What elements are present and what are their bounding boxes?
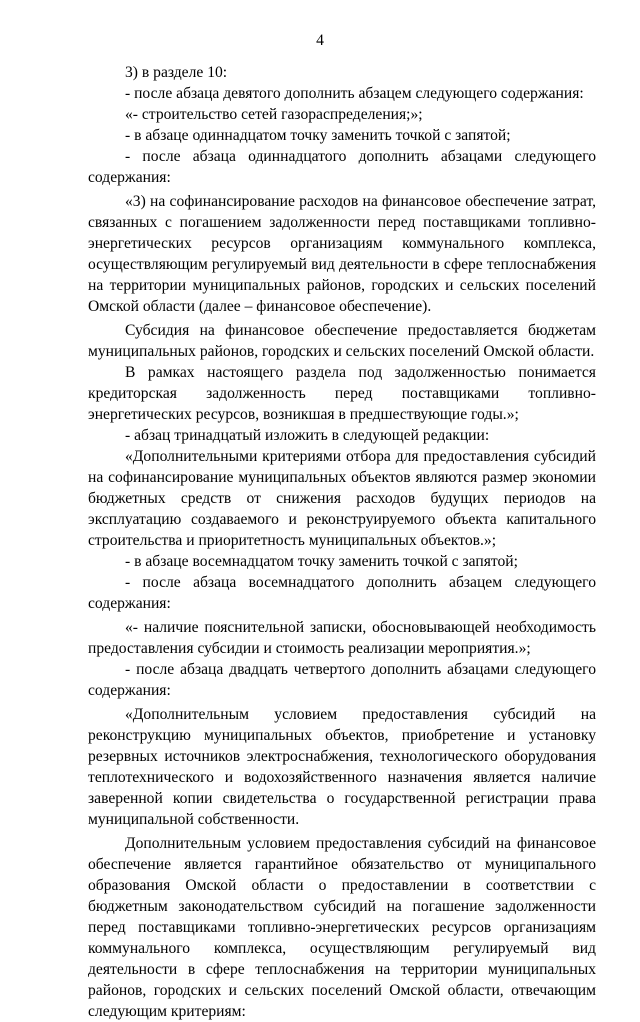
quoted-paragraph: «Дополнительным условием предоставления субсидий на реконструкцию муниципальных объектов, приобретение и установку резервных источников электроснабжения, технологического оборудования теплотехнического и водохозяйственного назначения является наличие заверенной копии свидетельства о государственной регистрации права муниципальной собственности. [88, 706, 596, 828]
amendment-paragraph: - после абзаца восемнадцатого дополнить абзацем следующего содержания: [88, 574, 596, 612]
quoted-paragraph: «Дополнительными критериями отбора для предоставления субсидий на софинансирование муниципальных объектов являются размер экономии бюджетных средств от снижения расходов будущих периодов на эксплуатацию создаваемого и реконструируемого объекта капитального строительства и приоритетность муниципальных объектов.»; [88, 448, 596, 549]
document-body [88, 62, 596, 1022]
body-paragraph: В рамках настоящего раздела под задолженностью понимается кредиторская задолженность перед поставщиками топливно-энергетических ресурсов, возникшая в предшествующие годы.»; [88, 364, 596, 423]
section-heading: 3) в разделе 10: [125, 64, 228, 81]
amendment-paragraph: - после абзаца двадцать четвертого дополнить абзацами следующего содержания: [88, 661, 596, 699]
quoted-paragraph: «- наличие пояснительной записки, обосновывающей необходимость предоставления субсидии и стоимость реализации мероприятия.»; [88, 619, 596, 657]
amendment-paragraph: - абзац тринадцатый изложить в следующей редакции: [125, 427, 490, 444]
amendment-paragraph: - в абзаце одиннадцатом точку заменить точкой с запятой; [125, 127, 511, 144]
amendment-paragraph: - после абзаца девятого дополнить абзацем следующего содержания: [125, 85, 584, 102]
quoted-paragraph: «3) на софинансирование расходов на финансовое обеспечение затрат, связанных с погашением задолженности перед поставщиками топливно-энергетических ресурсов организациям коммунального комплекса, осуществляющим регулируемый вид деятельности в сфере теплоснабжения на территории муниципальных районов, городских и сельских поселений Омской области (далее – финансовое обеспечение). [88, 193, 596, 315]
quoted-paragraph: «- строительство сетей газораспределения;»; [125, 106, 423, 123]
body-paragraph: Дополнительным условием предоставления субсидий на финансовое обеспечение является гарантийное обязательство от муниципального образования Омской области о предоставлении в соответствии с бюджетным законодательством субсидий на погашение задолженности перед поставщиками топливно-энергетических ресурсов организациям коммунального комплекса, осуществляющим регулируемый вид деятельности в сфере теплоснабжения на территории муниципальных районов, городских и сельских поселений Омской области, отвечающим следующим критериям: [88, 835, 596, 1020]
body-paragraph: Субсидия на финансовое обеспечение предоставляется бюджетам муниципальных районов, городских и сельских поселений Омской области. [88, 322, 596, 360]
page-number: 4 [316, 32, 324, 49]
amendment-paragraph: - после абзаца одиннадцатого дополнить абзацами следующего содержания: [88, 148, 596, 186]
amendment-paragraph: - в абзаце восемнадцатом точку заменить точкой с запятой; [125, 553, 518, 570]
